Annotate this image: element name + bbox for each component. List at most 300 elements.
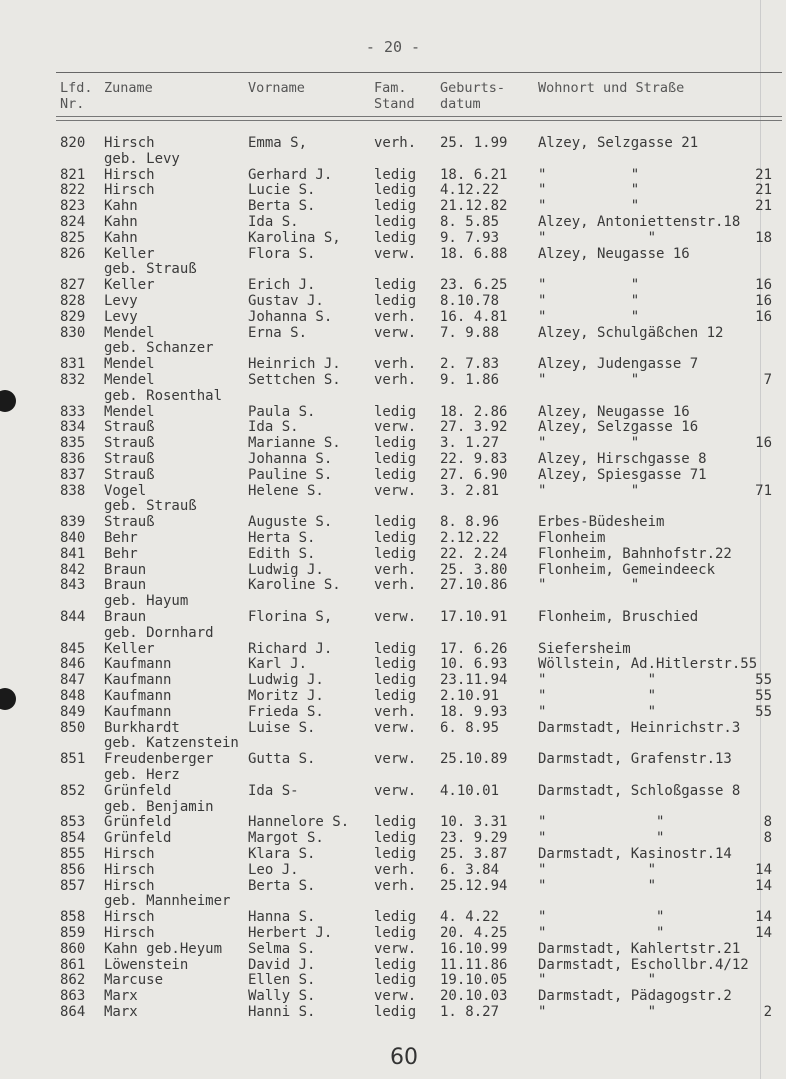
family-status: verh. <box>374 861 417 878</box>
house-number: 2 <box>763 1004 772 1020</box>
first-name: Leo J. <box>248 861 299 878</box>
birth-date: 17.10.91 <box>440 609 508 625</box>
table-row <box>0 830 786 846</box>
maiden-name-row <box>0 625 786 641</box>
birth-date: 4.12.22 <box>440 182 500 199</box>
entry-number: 837 <box>60 466 86 483</box>
table-row <box>0 988 786 1004</box>
birth-date: 19.10.05 <box>440 972 508 989</box>
page-number: - 20 - <box>365 38 421 56</box>
table-row <box>0 720 786 736</box>
family-status: verh. <box>374 372 417 388</box>
surname: Strauß <box>104 419 155 436</box>
table-row <box>0 483 786 499</box>
family-status: ledig <box>374 640 417 657</box>
residence: " " <box>538 293 640 309</box>
family-status: verw. <box>374 482 417 499</box>
house-number: 16 <box>755 308 772 325</box>
family-status: ledig <box>374 182 417 199</box>
table-row <box>0 751 786 767</box>
entry-number: 854 <box>60 830 86 847</box>
first-name: David J. <box>248 956 316 973</box>
entry-number: 852 <box>60 782 86 799</box>
birth-date: 9. 7.93 <box>440 229 500 246</box>
entry-number: 826 <box>60 245 86 262</box>
family-status: verw. <box>374 940 417 957</box>
table-row <box>0 467 786 483</box>
birth-date: 21.12.82 <box>440 198 508 215</box>
table-row <box>0 214 786 230</box>
family-status: ledig <box>374 466 417 483</box>
entry-number: 847 <box>60 672 86 689</box>
entry-number: 839 <box>60 514 86 531</box>
house-number: 14 <box>755 909 772 926</box>
house-number: 14 <box>755 877 772 894</box>
surname: Kahn geb.Heyum <box>104 940 223 957</box>
residence: " " <box>538 972 657 989</box>
birth-date: 3. 1.27 <box>440 435 500 452</box>
surname: Keller <box>104 245 155 262</box>
maiden-name: geb. Levy <box>104 150 180 167</box>
family-status: ledig <box>374 688 417 704</box>
surname: Hirsch <box>104 861 155 878</box>
entry-number: 840 <box>60 530 86 546</box>
surname: Kaufmann <box>104 703 172 720</box>
birth-date: 2.12.22 <box>440 530 500 546</box>
family-status: ledig <box>374 229 417 246</box>
birth-date: 3. 2.81 <box>440 482 500 499</box>
entry-number: 845 <box>60 640 86 657</box>
residence: Darmstadt, Schloßgasse 8 <box>538 782 741 799</box>
first-name: Klara S. <box>248 846 316 862</box>
maiden-name-row <box>0 735 786 751</box>
birth-date: 2. 7.83 <box>440 356 500 373</box>
residence: " " <box>538 435 640 452</box>
residence: " " <box>538 1004 657 1020</box>
surname: Keller <box>104 640 155 657</box>
header-fam-stand: Fam. Stand <box>374 80 415 112</box>
residence: Flonheim, Bahnhofstr.22 <box>538 545 732 562</box>
surname: Kaufmann <box>104 688 172 704</box>
table-row <box>0 451 786 467</box>
birth-date: 17. 6.26 <box>440 640 508 657</box>
entry-number: 844 <box>60 609 86 625</box>
first-name: Hannelore S. <box>248 814 350 831</box>
birth-date: 4. 4.22 <box>440 909 500 926</box>
table-row <box>0 609 786 625</box>
table-row <box>0 135 786 151</box>
table-row <box>0 435 786 451</box>
maiden-name-row <box>0 261 786 277</box>
residence: Alzey, Neugasse 16 <box>538 245 690 262</box>
surname: Levy <box>104 293 138 309</box>
header-geburtsdatum: Geburts- datum <box>440 80 506 112</box>
house-number: 21 <box>755 166 772 183</box>
residence: Alzey, Schulgäßchen 12 <box>538 324 724 341</box>
entry-number: 860 <box>60 940 86 957</box>
entry-number: 821 <box>60 166 86 183</box>
first-name: Ludwig J. <box>248 672 324 689</box>
surname: Braun <box>104 561 147 578</box>
family-status: ledig <box>374 166 417 183</box>
surname: Behr <box>104 545 138 562</box>
entry-number: 856 <box>60 861 86 878</box>
table-row <box>0 277 786 293</box>
birth-date: 25. 3.87 <box>440 846 508 862</box>
first-name: Moritz J. <box>248 688 324 704</box>
residence: " " <box>538 577 640 594</box>
residence: Alzey, Selzgasse 16 <box>538 419 699 436</box>
house-number: 16 <box>755 435 772 452</box>
birth-date: 20. 4.25 <box>440 925 508 941</box>
table-row <box>0 704 786 720</box>
table-row <box>0 309 786 325</box>
surname: Strauß <box>104 466 155 483</box>
first-name: Pauline S. <box>248 466 333 483</box>
family-status: ledig <box>374 656 417 673</box>
family-status: ledig <box>374 214 417 230</box>
maiden-name: geb. Dornhard <box>104 624 214 641</box>
first-name: Marianne S. <box>248 435 341 452</box>
entry-number: 855 <box>60 846 86 862</box>
family-status: ledig <box>374 956 417 973</box>
table-row <box>0 372 786 388</box>
residence: " " <box>538 182 640 199</box>
table-row <box>0 972 786 988</box>
table-row <box>0 167 786 183</box>
surname: Hirsch <box>104 877 155 894</box>
house-number: 16 <box>755 293 772 309</box>
residence: Alzey, Antoniettenstr.18 <box>538 214 741 230</box>
maiden-name-row <box>0 498 786 514</box>
first-name: Ludwig J. <box>248 561 324 578</box>
family-status: verh. <box>374 577 417 594</box>
entry-number: 843 <box>60 577 86 594</box>
entry-number: 851 <box>60 751 86 768</box>
residence: " " <box>538 688 657 704</box>
birth-date: 27. 6.90 <box>440 466 508 483</box>
house-number: 8 <box>763 830 772 847</box>
surname: Grünfeld <box>104 830 172 847</box>
residence: Darmstadt, Heinrichstr.3 <box>538 719 741 736</box>
birth-date: 20.10.03 <box>440 988 508 1005</box>
family-status: verw. <box>374 782 417 799</box>
family-status: ledig <box>374 830 417 847</box>
surname: Kaufmann <box>104 672 172 689</box>
surname: Marx <box>104 988 138 1005</box>
entry-number: 864 <box>60 1004 86 1020</box>
residence: " " <box>538 229 657 246</box>
house-number: 55 <box>755 672 772 689</box>
family-status: ledig <box>374 403 417 420</box>
entry-number: 850 <box>60 719 86 736</box>
birth-date: 27.10.86 <box>440 577 508 594</box>
residence: " " <box>538 277 640 294</box>
entry-number: 820 <box>60 135 86 151</box>
maiden-name-row <box>0 767 786 783</box>
surname: Vogel <box>104 482 147 499</box>
residence: Flonheim, Bruschied <box>538 609 699 625</box>
entry-number: 831 <box>60 356 86 373</box>
table-row <box>0 957 786 973</box>
first-name: Paula S. <box>248 403 316 420</box>
surname: Burkhardt <box>104 719 180 736</box>
entry-number: 848 <box>60 688 86 704</box>
header-vorname: Vorname <box>248 80 305 96</box>
residence: Darmstadt, Eschollbr.4/12 <box>538 956 749 973</box>
surname: Hirsch <box>104 135 155 151</box>
family-status: verh. <box>374 703 417 720</box>
table-row <box>0 325 786 341</box>
family-status: verw. <box>374 751 417 768</box>
house-number: 55 <box>755 703 772 720</box>
table-row <box>0 577 786 593</box>
table-row <box>0 230 786 246</box>
residence: " " <box>538 814 665 831</box>
birth-date: 18. 6.21 <box>440 166 508 183</box>
first-name: Herta S. <box>248 530 316 546</box>
entry-number: 823 <box>60 198 86 215</box>
residence: " " <box>538 308 640 325</box>
table-row <box>0 909 786 925</box>
first-name: Frieda S. <box>248 703 324 720</box>
table-row <box>0 925 786 941</box>
house-number: 21 <box>755 198 772 215</box>
family-status: verh. <box>374 135 417 151</box>
maiden-name: geb. Strauß <box>104 261 197 278</box>
first-name: Ellen S. <box>248 972 316 989</box>
residence: Wöllstein, Ad.Hitlerstr.55 <box>538 656 758 673</box>
birth-date: 18. 2.86 <box>440 403 508 420</box>
surname: Keller <box>104 277 155 294</box>
residence: " " <box>538 861 657 878</box>
entry-number: 833 <box>60 403 86 420</box>
entry-number: 841 <box>60 545 86 562</box>
family-status: ledig <box>374 972 417 989</box>
family-status: ledig <box>374 909 417 926</box>
entry-number: 829 <box>60 308 86 325</box>
birth-date: 11.11.86 <box>440 956 508 973</box>
first-name: Settchen S. <box>248 372 341 388</box>
table-row <box>0 641 786 657</box>
table-row <box>0 688 786 704</box>
surname: Strauß <box>104 435 155 452</box>
birth-date: 6. 8.95 <box>440 719 500 736</box>
entry-number: 849 <box>60 703 86 720</box>
maiden-name: geb. Mannheimer <box>104 893 231 910</box>
surname: Mendel <box>104 324 155 341</box>
entry-number: 846 <box>60 656 86 673</box>
birth-date: 8.10.78 <box>440 293 500 309</box>
residence: Darmstadt, Grafenstr.13 <box>538 751 732 768</box>
first-name: Wally S. <box>248 988 316 1005</box>
first-name: Johanna S. <box>248 308 333 325</box>
surname: Behr <box>104 530 138 546</box>
table-row <box>0 293 786 309</box>
family-status: verw. <box>374 419 417 436</box>
entry-number: 824 <box>60 214 86 230</box>
family-status: verh. <box>374 356 417 373</box>
first-name: Gustav J. <box>248 293 324 309</box>
surname: Marx <box>104 1004 138 1020</box>
residence: " " <box>538 925 665 941</box>
surname: Kahn <box>104 229 138 246</box>
first-name: Edith S. <box>248 545 316 562</box>
first-name: Helene S. <box>248 482 324 499</box>
house-number: 8 <box>763 814 772 831</box>
footer-number: 60 <box>390 1045 418 1070</box>
entry-number: 828 <box>60 293 86 309</box>
entry-number: 834 <box>60 419 86 436</box>
first-name: Luise S. <box>248 719 316 736</box>
surname: Hirsch <box>104 182 155 199</box>
table-row <box>0 672 786 688</box>
family-status: ledig <box>374 530 417 546</box>
entry-number: 859 <box>60 925 86 941</box>
birth-date: 4.10.01 <box>440 782 500 799</box>
surname: Mendel <box>104 356 155 373</box>
birth-date: 10. 3.31 <box>440 814 508 831</box>
first-name: Florina S, <box>248 609 333 625</box>
table-row <box>0 182 786 198</box>
first-name: Berta S. <box>248 198 316 215</box>
house-number: 14 <box>755 925 772 941</box>
residence: Alzey, Selzgasse 21 <box>538 135 699 151</box>
header-nr: Lfd. Nr. <box>60 80 93 112</box>
family-status: verh. <box>374 877 417 894</box>
surname: Strauß <box>104 514 155 531</box>
birth-date: 1. 8.27 <box>440 1004 500 1020</box>
maiden-name-row <box>0 340 786 356</box>
table-row <box>0 1004 786 1020</box>
family-status: ledig <box>374 435 417 452</box>
table-row <box>0 783 786 799</box>
family-status: ledig <box>374 198 417 215</box>
entry-number: 862 <box>60 972 86 989</box>
maiden-name-row <box>0 388 786 404</box>
table-row <box>0 878 786 894</box>
entry-number: 853 <box>60 814 86 831</box>
house-number: 21 <box>755 182 772 199</box>
residence: Flonheim <box>538 530 606 546</box>
family-status: verw. <box>374 988 417 1005</box>
first-name: Hanna S. <box>248 909 316 926</box>
maiden-name: geb. Herz <box>104 767 180 783</box>
residence: Siefersheim <box>538 640 631 657</box>
birth-date: 18. 6.88 <box>440 245 508 262</box>
first-name: Berta S. <box>248 877 316 894</box>
residence: Alzey, Hirschgasse 8 <box>538 451 707 467</box>
surname: Braun <box>104 609 147 625</box>
surname: Strauß <box>104 451 155 467</box>
entry-number: 830 <box>60 324 86 341</box>
surname: Braun <box>104 577 147 594</box>
table-row <box>0 530 786 546</box>
first-name: Emma S, <box>248 135 308 151</box>
surname: Marcuse <box>104 972 164 989</box>
first-name: Selma S. <box>248 940 316 957</box>
birth-date: 25. 1.99 <box>440 135 508 151</box>
entry-number: 832 <box>60 372 86 388</box>
residence: Darmstadt, Kasinostr.14 <box>538 846 732 862</box>
first-name: Karl J. <box>248 656 308 673</box>
first-name: Flora S. <box>248 245 316 262</box>
family-status: verw. <box>374 719 417 736</box>
birth-date: 8. 8.96 <box>440 514 500 531</box>
birth-date: 22. 9.83 <box>440 451 508 467</box>
residence: Darmstadt, Kahlertstr.21 <box>538 940 741 957</box>
family-status: ledig <box>374 1004 417 1020</box>
maiden-name-row <box>0 593 786 609</box>
entry-number: 863 <box>60 988 86 1005</box>
family-status: ledig <box>374 451 417 467</box>
house-number: 16 <box>755 277 772 294</box>
entry-number: 835 <box>60 435 86 452</box>
table-row <box>0 656 786 672</box>
entry-number: 836 <box>60 451 86 467</box>
house-number: 55 <box>755 688 772 704</box>
first-name: Gerhard J. <box>248 166 333 183</box>
family-status: verh. <box>374 561 417 578</box>
residence: " " <box>538 877 657 894</box>
maiden-name: geb. Strauß <box>104 498 197 515</box>
birth-date: 2.10.91 <box>440 688 500 704</box>
table-row <box>0 404 786 420</box>
table-row <box>0 814 786 830</box>
surname: Löwenstein <box>104 956 189 973</box>
birth-date: 18. 9.93 <box>440 703 508 720</box>
birth-date: 27. 3.92 <box>440 419 508 436</box>
birth-date: 25.10.89 <box>440 751 508 768</box>
maiden-name-row <box>0 151 786 167</box>
surname: Kahn <box>104 214 138 230</box>
table-row <box>0 562 786 578</box>
birth-date: 23. 9.29 <box>440 830 508 847</box>
family-status: verw. <box>374 324 417 341</box>
family-status: ledig <box>374 277 417 294</box>
family-status: ledig <box>374 672 417 689</box>
maiden-name: geb. Benjamin <box>104 798 214 815</box>
table-row <box>0 862 786 878</box>
family-status: ledig <box>374 293 417 309</box>
first-name: Lucie S. <box>248 182 316 199</box>
first-name: Erich J. <box>248 277 316 294</box>
table-row <box>0 198 786 214</box>
first-name: Ida S. <box>248 214 299 230</box>
entry-number: 825 <box>60 229 86 246</box>
birth-date: 9. 1.86 <box>440 372 500 388</box>
birth-date: 8. 5.85 <box>440 214 500 230</box>
family-status: ledig <box>374 814 417 831</box>
first-name: Johanna S. <box>248 451 333 467</box>
surname: Levy <box>104 308 138 325</box>
header-wohnort: Wohnort und Straße <box>538 80 685 96</box>
header-bottom-rule <box>56 116 782 117</box>
family-status: verw. <box>374 609 417 625</box>
birth-date: 16. 4.81 <box>440 308 508 325</box>
surname: Mendel <box>104 403 155 420</box>
header-bottom-rule-2 <box>56 120 782 121</box>
first-name: Margot S. <box>248 830 324 847</box>
residence: " " <box>538 198 640 215</box>
entry-number: 858 <box>60 909 86 926</box>
residence: Erbes-Büdesheim <box>538 514 665 531</box>
residence: " " <box>538 166 640 183</box>
entry-number: 842 <box>60 561 86 578</box>
entry-number: 822 <box>60 182 86 199</box>
table-row <box>0 941 786 957</box>
house-number: 7 <box>763 372 772 388</box>
